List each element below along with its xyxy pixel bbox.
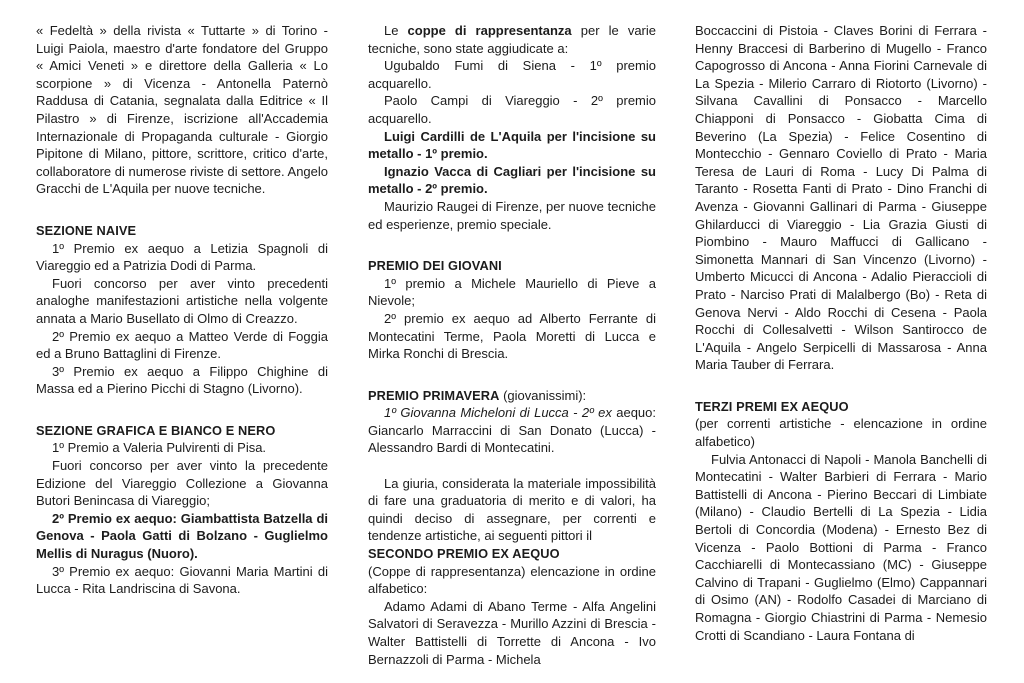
coppa-item: [368, 128, 656, 163]
terzi-subtitle: (per correnti artistiche - elencazione in ordine alfabetico): [695, 416, 987, 450]
primavera-title: PREMIO PRIMAVERA: [368, 387, 500, 403]
coppe-bold: coppe di rappresentanza: [407, 23, 572, 38]
naive-out-of-competition: Fuori concorso per aver vinto precedenti analoghe manifestazioni artistiche nella volgente annata a Mario Busellato di Olmo di Creazzo.: [36, 275, 328, 326]
section-heading-giovani: PREMIO DEI GIOVANI: [368, 258, 502, 274]
coppa-item-text: Luigi Cardilli de L'Aquila per l'incisione su metallo - 1º premio.: [368, 128, 656, 162]
primavera-subtitle: (giovanissimi):: [499, 387, 587, 403]
coppe-tail: per le varie tecniche, sono state aggiudicate a:: [368, 23, 656, 56]
primavera-prizes: [368, 404, 656, 457]
grafica-second-prize-text: 2º Premio ex aequo: Giambattista Batzella di Genova - Paola Gatti di Bolzano - Guglielmo Mellis di Nuragus (Nuoro).: [36, 510, 328, 562]
naive-second-prize: 2º Premio ex aequo a Matteo Verde di Foggia ed a Bruno Battaglini di Firenze.: [36, 328, 328, 362]
grafica-second-prize: [36, 510, 328, 563]
primavera-italic: 1º Giovanna Micheloni di Lucca - 2º ex: [384, 405, 612, 421]
section-heading-terzi: TERZI PREMI EX AEQUO: [695, 398, 849, 414]
naive-first-prize: 1º Premio ex aequo a Letizia Spagnoli di Viareggio ed a Patrizia Dodi di Parma.: [36, 240, 328, 274]
primavera-rest: aequo: Giancarlo Marraccini di San Donato (Lucca) - Alessandro Bardi di Montecatini.: [368, 405, 657, 456]
column-right: [695, 22, 987, 644]
coppa-item: Maurizio Raugei di Firenze, per nuove tecniche ed esperienze, premio speciale.: [368, 198, 656, 232]
secondo-list: Adamo Adami di Abano Terme - Alfa Angelini Salvatori di Seravezza - Murillo Azzini di Brescia - Walter Battistelli di Torrette di Ancona - Ivo Bernazzoli di Parma - Michela: [368, 598, 656, 667]
giuria-paragraph: La giuria, considerata la materiale impossibilità di fare una graduatoria di merito e di valori, ha quindi deciso di assegnare, per correnti e tendenze artistiche, ai seguenti pittori il: [368, 475, 656, 544]
section-heading-primavera: [368, 387, 656, 405]
coppa-item: Ugubaldo Fumi di Siena - 1º premio acquarello.: [368, 58, 656, 91]
grafica-first-prize: 1º Premio a Valeria Pulvirenti di Pisa.: [52, 440, 267, 456]
giovani-first-prize: 1º premio a Michele Mauriello di Pieve a Nievole;: [368, 275, 656, 309]
coppa-item: [368, 163, 656, 198]
coppe-lead: Le: [384, 23, 408, 38]
giovani-second-prize: 2º premio ex aequo ad Alberto Ferrante di Montecatini Terme, Paola Moretti di Lucca e Mirka Ronchi di Brescia.: [368, 310, 656, 362]
coppe-intro: [368, 22, 656, 57]
section-heading-grafica: SEZIONE GRAFICA E BIANCO E NERO: [36, 422, 276, 438]
grafica-out-of-competition: Fuori concorso per aver vinto la precedente Edizione del Viareggio Collezione a Giovanna Butori Benincasa di Viareggio;: [36, 458, 328, 509]
secondo-subtitle: (Coppe di rappresentanza) elencazione in ordine alfabetico:: [368, 563, 656, 597]
section-heading-secondo: SECONDO PREMIO EX AEQUO: [368, 546, 560, 562]
coppa-item: Paolo Campi di Viareggio - 2º premio acquarello.: [368, 93, 656, 126]
section-heading-naive: SEZIONE NAIVE: [36, 222, 137, 238]
intro-paragraph: « Fedeltà » della rivista « Tuttarte » di Torino - Luigi Paiola, maestro d'arte fondatore del Gruppo « Amici Veneti » e direttore della Galleria « Lo scorpione » di Vicenza - Antonella Paternò Raddusa di Catania, segnalata dalla Editrice « Il Pilastro » di Firenze, iscrizione all'Accademia Internazionale di Propaganda culturale - Giorgio Pipitone di Milano, pittore, scrittore, critico d'arte, collaboratore di numerose riviste di settore. Angelo Gracchi de L'Aquila per nuove tecniche.: [36, 23, 328, 197]
grafica-third-prize: 3º Premio ex aequo: Giovanni Maria Martini di Lucca - Rita Landriscina di Savona.: [36, 563, 328, 597]
column-left: [36, 22, 328, 598]
terzi-list: Fulvia Antonacci di Napoli - Manola Banchelli di Montecatini - Walter Barbieri di Ferrara - Mario Battistelli di Ancona - Pierino Beccari di Limbiate (Milano) - Claudio Bertelli di La Spezia - Lidia Bertoli di Concordia (Modena) - Ernesto Bez di Vicenza - Paolo Bottioni di Parma - Franco Cacchiarelli di Montecassiano (MC) - Giuseppe Calvino di Trapani - Guglielmo (Elmo) Cappannari di Osimo (AN) - Rodolfo Casadei di Marciano di Romagna - Giorgio Chiastrini di Parma - Nemesio Crotti di Scandiano - Laura Fontana di: [695, 451, 987, 643]
naive-third-prize: 3º Premio ex aequo a Filippo Chighine di Massa ed a Pierino Picchi di Stagno (Livorno).: [36, 363, 328, 397]
coppa-item-text: Ignazio Vacca di Cagliari per l'incisione su metallo - 2º premio.: [368, 163, 656, 197]
secondo-list-continued: Boccaccini di Pistoia - Claves Borini di Ferrara - Henny Braccesi di Barberino di Mugello - Franco Capogrosso di Ancona - Anna Fiorini Carnevale di La Spezia - Milerio Carraro di Riotorto (Livorno) - Silvana Cavallini di Ponsacco - Marcello Chiapponi di Ponsacco - Giobatta Cima di Beverino (La Spezia) - Felice Cosentino di Montecchio - Gennaro Coviello di Prato - Maria Teresa de Lauri di Roma - Lucy Di Palma di Taranto - Rosetta Fanti di Prato - Dino Franchi di Avenza - Giovanni Gallinari di Parma - Giuseppe Ghilarducci di Viareggio - Lia Grazia Giusti di Piombino - Mauro Maffucci di Gallicano - Simonetta Mannari di San Vincenzo (Livorno) - Umberto Micucci di Ancona - Adalio Pieraccioli di Prato - Narciso Prati di Malalbergo (Bo) - Reta di Genova Nervi - Aldo Rocchi di Cesena - Paola Rocchi di Collesalvetti - Wilson Santirocco de L'Aquila - Angelo Serpicelli di Massarosa - Anna Maria Tauber di Ferrara.: [695, 23, 987, 373]
column-middle: [368, 22, 656, 668]
